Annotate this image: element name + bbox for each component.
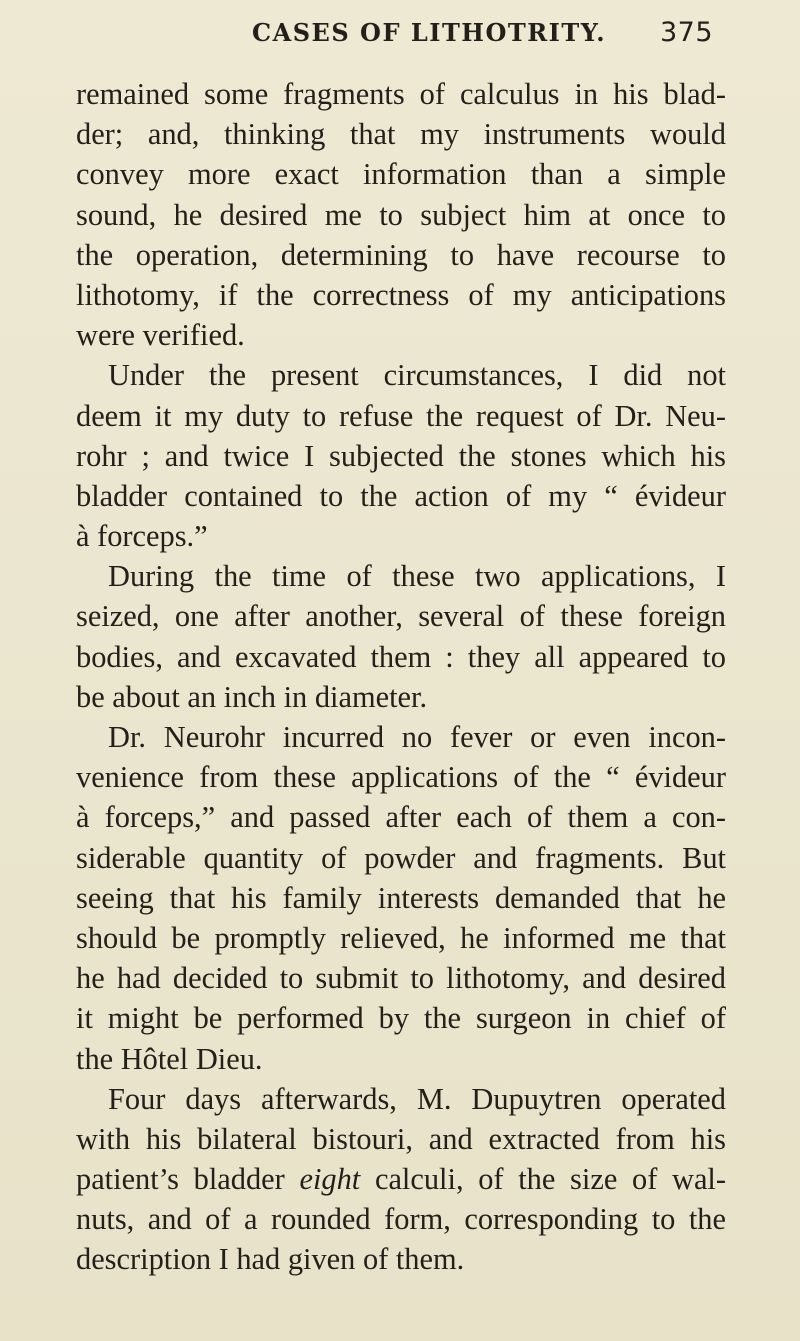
text-line: description I had given of them.	[76, 1242, 465, 1277]
text-line-with-italic	[76, 1159, 726, 1199]
text-line: à forceps,” and passed after each of them a con-	[76, 800, 726, 835]
text-line: remained some fragments of calculus in his blad-	[76, 77, 726, 111]
text-line: convey more exact information than a simple	[76, 157, 726, 192]
text-line: venience from these applications of the “ évideur	[76, 760, 726, 795]
body-text	[76, 74, 726, 1280]
text-line: should be promptly relieved, he informed me that	[76, 920, 726, 955]
text-line: bladder contained to the action of my “ évideur	[76, 478, 726, 513]
text-line: it might be performed by the surgeon in chief of	[76, 1001, 726, 1036]
text-line: Four days afterwards, M. Dupuytren operated	[108, 1081, 726, 1116]
text-line: Under the present circumstances, I did not	[108, 358, 726, 393]
text-segment: calculi, of the size of wal-	[360, 1162, 726, 1197]
page-number: 375	[660, 17, 714, 48]
text-line: be about an inch in diameter.	[76, 679, 428, 714]
text-segment: patient’s bladder	[76, 1162, 300, 1197]
text-line: seeing that his family interests demanded that he	[76, 880, 726, 915]
text-line: During the time of these two applications, I	[108, 559, 726, 594]
text-line: lithotomy, if the correctness of my anticipations	[76, 277, 726, 312]
text-line: à forceps.”	[76, 519, 208, 554]
text-line: deem it my duty to refuse the request of Dr. Neu-	[76, 398, 726, 433]
text-line: sound, he desired me to subject him at once to	[76, 197, 726, 232]
text-line: he had decided to submit to lithotomy, and desired	[76, 961, 726, 996]
text-line: bodies, and excavated them : they all appeared to	[76, 639, 726, 674]
text-line: with his bilateral bistouri, and extracted from his	[76, 1121, 726, 1156]
text-line: rohr ; and twice I subjected the stones which his	[76, 438, 726, 473]
italic-word: eight	[299, 1162, 361, 1197]
text-line: were verified.	[76, 318, 245, 353]
text-line: the operation, determining to have recourse to	[76, 237, 726, 272]
text-line: seized, one after another, several of these foreign	[76, 599, 726, 634]
text-line: nuts, and of a rounded form, corresponding to the	[76, 1202, 726, 1237]
text-line: Dr. Neurohr incurred no fever or even incon-	[108, 720, 726, 754]
text-line: the Hôtel Dieu.	[76, 1041, 263, 1076]
text-line: der; and, thinking that my instruments would	[76, 117, 726, 152]
running-head: CASES OF LITHOTRITY.	[252, 18, 607, 47]
text-line: siderable quantity of powder and fragments. But	[76, 840, 726, 875]
